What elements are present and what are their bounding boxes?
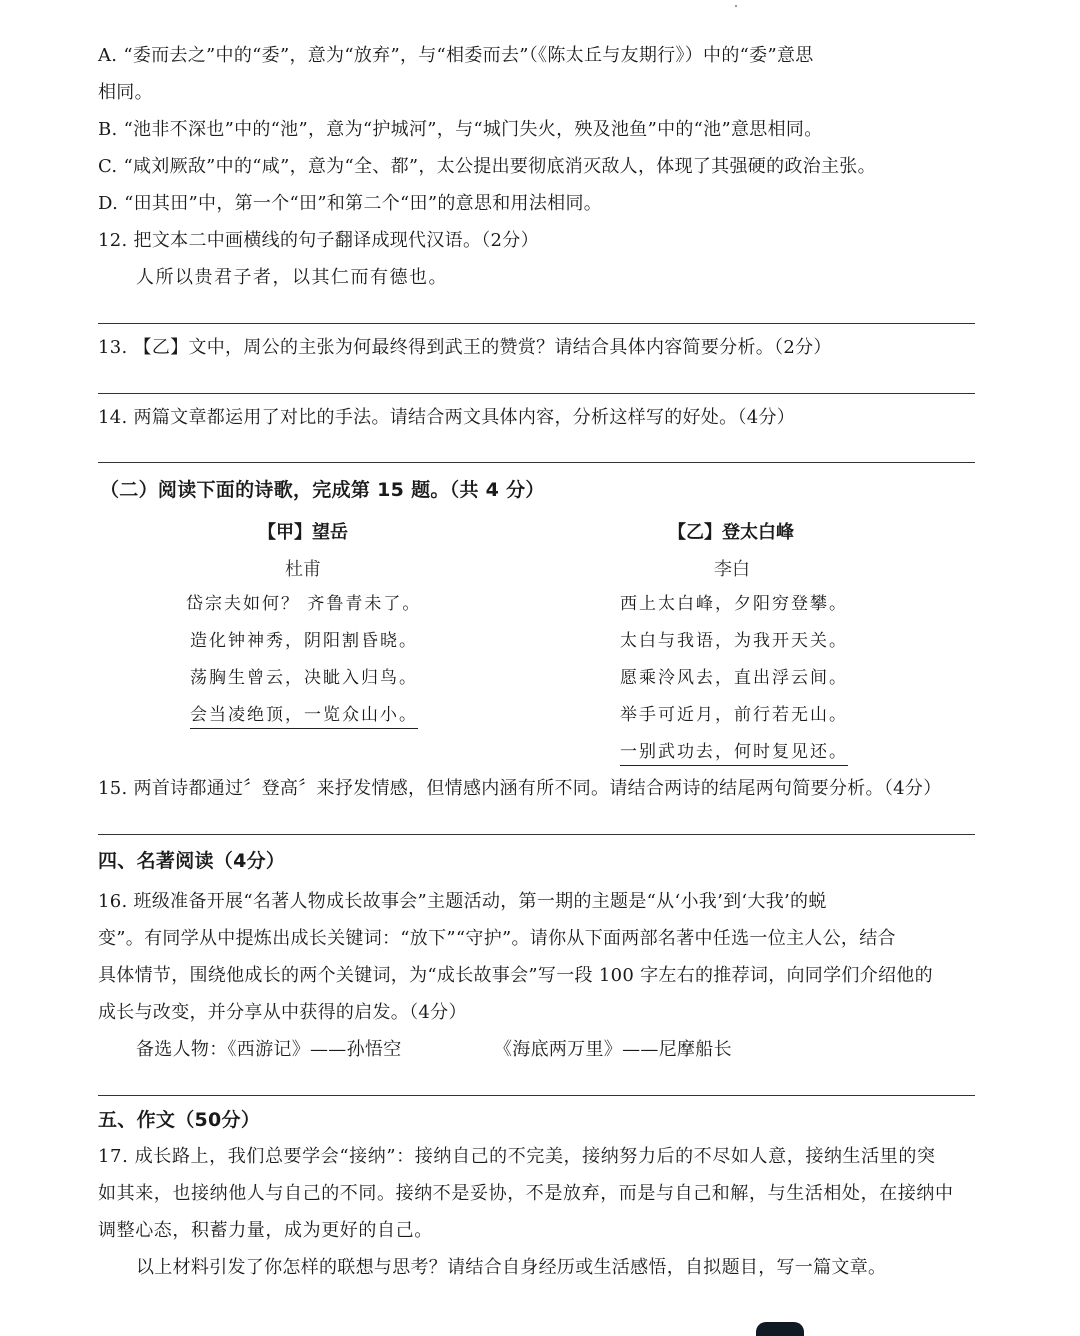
poem-a-line-1: 岱宗夫如何？ 齐鲁青未了。 [186,594,422,614]
poem-b-title: 【乙】登太白峰 [668,522,794,543]
question-15: 15. 两首诗都通过〞登高〞来抒发情感，但情感内涵有所不同。请结合两诗的结尾两句简要分析。（4分） [98,778,942,799]
essay-prompt: 以上材料引发了你怎样的联想与思考？请结合自身经历或生活感悟，自拟题目，写一篇文章。 [136,1257,887,1278]
candidate-1: 备选人物：《西游记》——孙悟空 [136,1039,402,1060]
question-17-line-2: 如其来，也接纳他人与自己的不同。接纳不是妥协，不是放弃，而是与自己和解，与生活相处，在接纳中 [98,1183,954,1204]
question-17-line-1: 17. 成长路上，我们总要学会“接纳”：接纳自己的不完美，接纳努力后的不尽如人意，接纳生活里的突 [98,1146,936,1167]
question-16-line-3: 具体情节，围绕他成长的两个关键词，为“成长故事会”写一段 100 字左右的推荐词，向同学们介绍他的 [98,965,933,986]
answer-line-13[interactable] [98,393,975,394]
poem-b-line-1: 西上太白峰，夕阳穷登攀。 [620,594,848,614]
poem-a-line-2: 造化钟神秀，阴阳割昏晓。 [190,631,418,651]
option-b: B. “池非不深也”中的“池”，意为“护城河”，与“城门失火，殃及池鱼”中的“池”意思相同。 [98,119,823,140]
question-16-line-2: 变”。有同学从中提炼出成长关键词：“放下”“守护”。请你从下面两部名著中任选一位主人公，结合 [98,928,896,949]
option-a-line1: A. “委而去之”中的“委”，意为“放弃”，与“相委而去”（《陈太丘与友期行》）中的“委”意思 [98,45,814,66]
essay-section-heading: 五、作文（50分） [98,1109,261,1131]
poem-b-line-2: 太白与我语，为我开天关。 [620,631,848,651]
question-12-sentence: 人所以贵君子者，以其仁而有德也。 [136,267,448,288]
answer-line-12[interactable] [98,323,975,324]
poetry-section-heading: （二）阅读下面的诗歌，完成第 15 题。（共 4 分） [100,479,545,501]
bottom-scroll-handle[interactable] [756,1322,804,1336]
poem-b-author: 李白 [714,559,750,580]
question-16-line-1: 16. 班级准备开展“名著人物成长故事会”主题活动，第一期的主题是“从‘小我’到‘大我’的蜕 [98,891,827,912]
option-d: D. “田其田”中，第一个“田”和第二个“田”的意思和用法相同。 [98,193,603,214]
poem-a-author: 杜甫 [285,559,321,580]
question-14: 14. 两篇文章都运用了对比的手法。请结合两文具体内容，分析这样写的好处。（4分） [98,407,796,428]
answer-line-14[interactable] [98,462,975,463]
question-17-line-3: 调整心态，积蓄力量，成为更好的自己。 [98,1220,433,1241]
answer-line-16[interactable] [98,1095,975,1096]
poem-b-line-4: 举手可近月，前行若无山。 [620,705,848,725]
classics-section-heading: 四、名著阅读（4分） [98,850,286,872]
question-16-line-4: 成长与改变，并分享从中获得的启发。（4分） [98,1002,467,1023]
scan-speck [735,5,737,7]
option-a-line2: 相同。 [98,82,153,103]
question-13: 13. 【乙】文中，周公的主张为何最终得到武王的赞赏？请结合具体内容简要分析。（2分） [98,337,832,358]
poem-a-title: 【甲】望岳 [258,522,348,543]
poem-a-line-3: 荡胸生曾云，决眦入归鸟。 [190,668,418,688]
question-12: 12. 把文本二中画横线的句子翻译成现代汉语。（2分） [98,230,539,251]
answer-line-15[interactable] [98,834,975,835]
poem-a-line-4-underlined: 会当凌绝顶，一览众山小。 [190,703,418,729]
poem-b-line-5-underlined: 一别武功去，何时复见还。 [620,740,848,766]
candidate-2: 《海底两万里》——尼摩船长 [494,1039,732,1060]
poem-b-line-3: 愿乘泠风去，直出浮云间。 [620,668,848,688]
option-c: C. “咸刘厥敌”中的“咸”，意为“全、都”，太公提出要彻底消灭敌人，体现了其强硬的政治主张。 [98,156,876,177]
